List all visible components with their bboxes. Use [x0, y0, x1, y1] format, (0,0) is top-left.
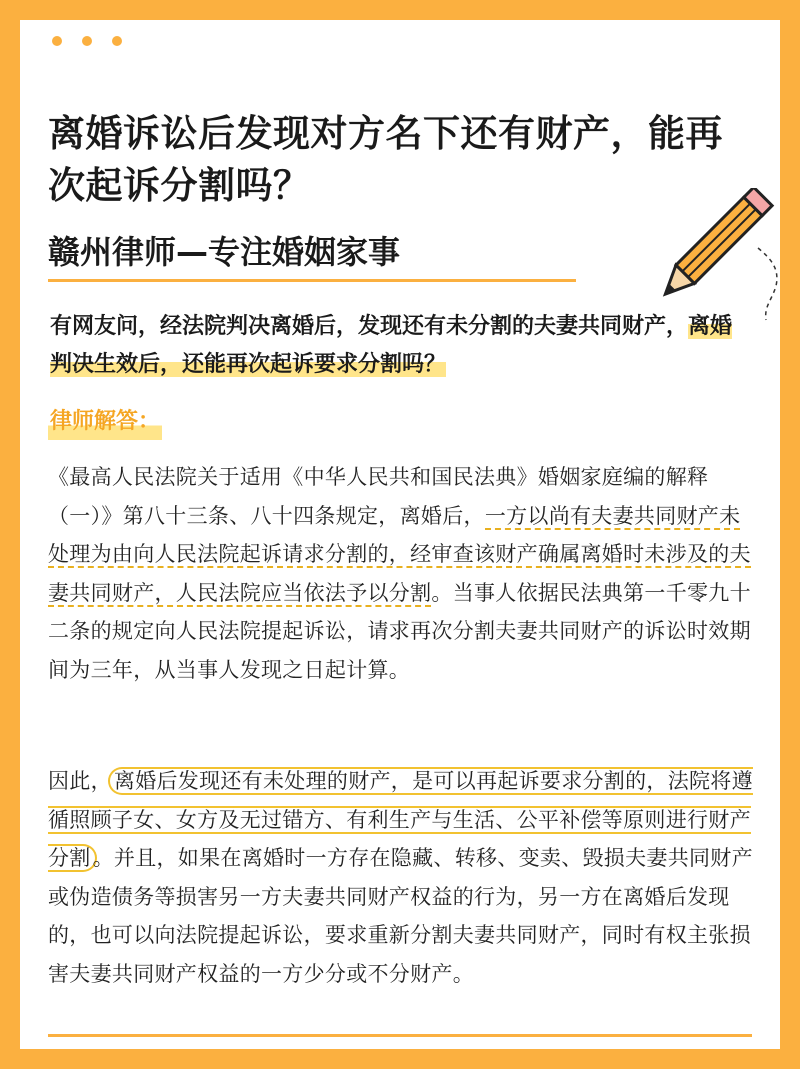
- para2-circled: 离婚后发现还有未处理的财产，是可以再起诉要求分割的，法院将遵循照顾子女、女方及无过错方、有利生产与生活、公平补偿等原则进行财产分割: [48, 769, 753, 870]
- para2-rest: 。并且，如果在离婚时一方存在隐藏、转移、变卖、毁损夫妻共同财产或伪造债务等损害另一方夫妻共同财产权益的行为，另一方在离婚后发现的，也可以向法院提起诉讼，要求重新分割夫妻共同财产，同时有权主张损害夫妻共同财产权益的一方少分或不分财产。: [48, 846, 753, 986]
- question-part1: 有网友问，经法院判决离婚后，发现还有未分割的夫妻共同财产，: [50, 314, 689, 339]
- article-card: [20, 20, 780, 1049]
- para2-intro: 因此，: [48, 769, 112, 793]
- answer-paragraph-1: [48, 458, 760, 689]
- bottom-divider: [48, 1034, 752, 1037]
- dot-icon: [112, 36, 122, 46]
- para1-rest: 。当事人依据民法典第一千零九十二条的规定向人民法院提起诉讼，请求再次分割夫妻共同财产的诉讼时效期间为三年，从当事人发现之日起计算。: [48, 580, 751, 682]
- para1-intro: 《最高人民法院关于适用《中华人民共和国民法典》婚姻家庭编的解释（一）》第八十三条、八十四条规定，离婚后，: [48, 465, 709, 528]
- page-subtitle: 赣州律师—专注婚姻家事: [48, 233, 401, 271]
- page-title: 离婚诉讼后发现对方名下还有财产，能再次起诉分割吗？: [48, 112, 723, 207]
- question-text: [50, 308, 750, 384]
- dot-icon: [52, 36, 62, 46]
- question-highlight: 离婚判决生效后，还能再次起诉要求分割吗？: [50, 314, 733, 377]
- subtitle-divider: [48, 279, 576, 282]
- answer-label: 律师解答：: [48, 404, 162, 440]
- dot-icon: [82, 36, 92, 46]
- window-dots: [52, 36, 122, 46]
- para1-underlined: 一方以尚有夫妻共同财产未处理为由向人民法院起诉请求分割的，经审查该财产确属离婚时未涉及的夫妻共同财产，人民法院应当依法予以分割: [48, 503, 751, 605]
- pencil-icon: [640, 188, 780, 328]
- answer-paragraph-2: [48, 762, 760, 993]
